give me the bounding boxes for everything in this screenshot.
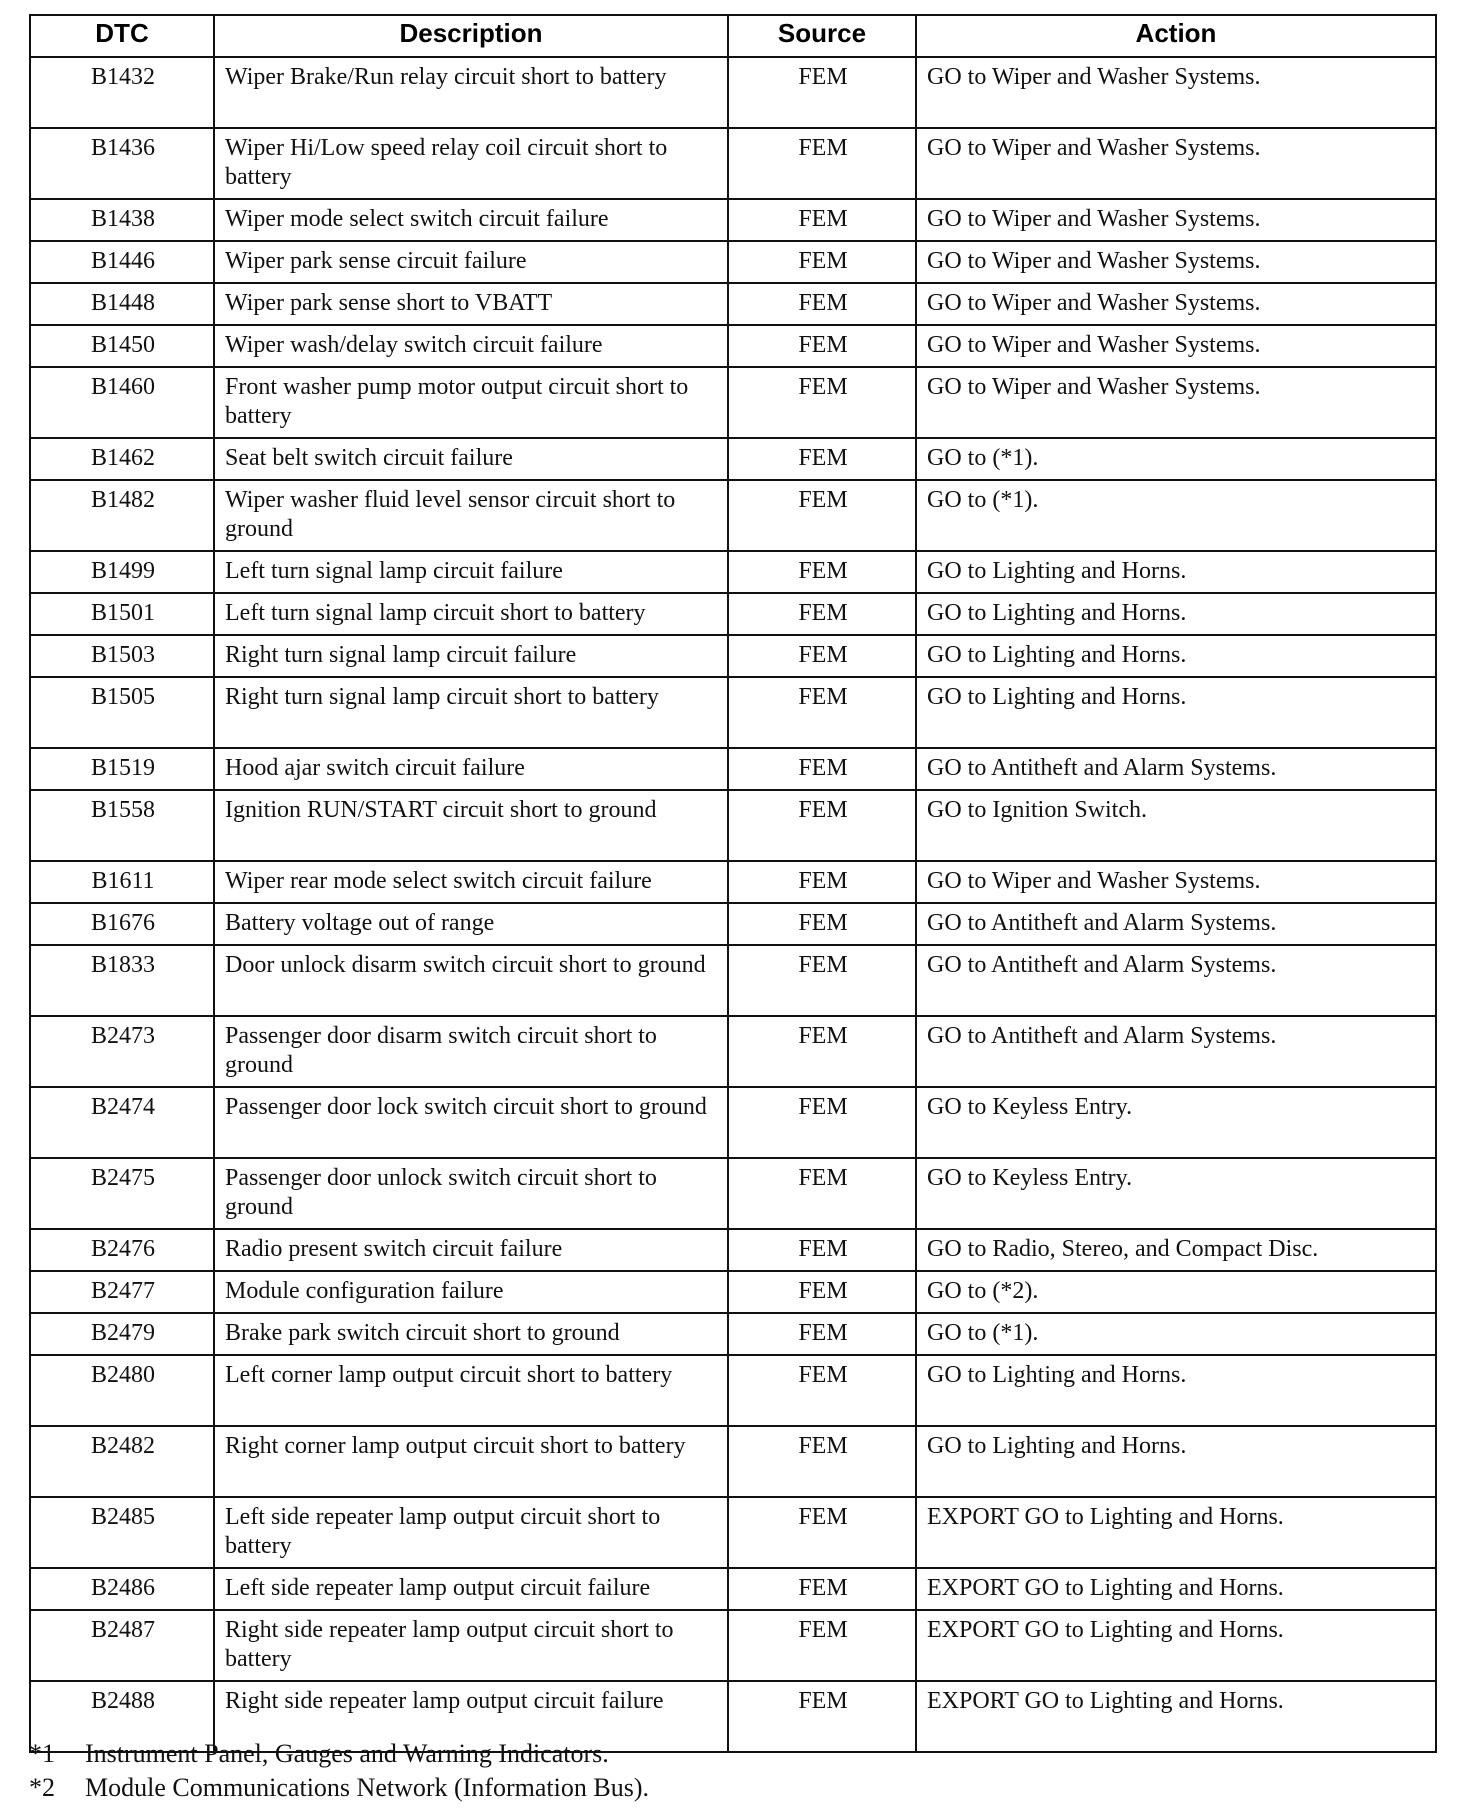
footnote-2 — [29, 1771, 1435, 1805]
dtc-cell: B1482 — [30, 480, 214, 551]
action-cell: GO to Lighting and Horns. — [916, 1355, 1436, 1426]
action-cell: GO to (*1). — [916, 438, 1436, 480]
description-cell: Wiper rear mode select switch circuit failure — [214, 861, 728, 903]
action-cell: GO to (*1). — [916, 480, 1436, 551]
dtc-cell: B1448 — [30, 283, 214, 325]
description-cell: Brake park switch circuit short to ground — [214, 1313, 728, 1355]
source-cell: FEM — [728, 367, 916, 438]
dtc-cell: B2486 — [30, 1568, 214, 1610]
dtc-cell: B1446 — [30, 241, 214, 283]
dtc-cell: B1611 — [30, 861, 214, 903]
table-row — [30, 1610, 1436, 1681]
dtc-cell: B1499 — [30, 551, 214, 593]
description-cell: Left side repeater lamp output circuit short to battery — [214, 1497, 728, 1568]
description-cell: Passenger door unlock switch circuit short to ground — [214, 1158, 728, 1229]
dtc-cell: B1505 — [30, 677, 214, 748]
action-cell: GO to Lighting and Horns. — [916, 677, 1436, 748]
source-cell: FEM — [728, 1426, 916, 1497]
source-cell: FEM — [728, 1610, 916, 1681]
action-cell: EXPORT GO to Lighting and Horns. — [916, 1610, 1436, 1681]
footnote-mark: *2 — [29, 1773, 55, 1802]
action-cell: GO to Wiper and Washer Systems. — [916, 199, 1436, 241]
description-cell: Left corner lamp output circuit short to battery — [214, 1355, 728, 1426]
action-cell: GO to Lighting and Horns. — [916, 635, 1436, 677]
dtc-cell: B1503 — [30, 635, 214, 677]
action-cell: GO to Ignition Switch. — [916, 790, 1436, 861]
table-header-row — [30, 15, 1436, 57]
action-cell: GO to Wiper and Washer Systems. — [916, 283, 1436, 325]
source-cell: FEM — [728, 593, 916, 635]
table-row — [30, 677, 1436, 748]
dtc-table-container — [29, 14, 1435, 1753]
description-cell: Left turn signal lamp circuit failure — [214, 551, 728, 593]
source-cell: FEM — [728, 635, 916, 677]
table-row — [30, 593, 1436, 635]
action-cell: GO to Lighting and Horns. — [916, 1426, 1436, 1497]
source-cell: FEM — [728, 1016, 916, 1087]
action-cell: EXPORT GO to Lighting and Horns. — [916, 1497, 1436, 1568]
description-cell: Door unlock disarm switch circuit short to ground — [214, 945, 728, 1016]
table-body — [30, 57, 1436, 1752]
source-cell: FEM — [728, 1229, 916, 1271]
header-source: Source — [728, 15, 916, 57]
source-cell: FEM — [728, 57, 916, 128]
source-cell: FEM — [728, 480, 916, 551]
dtc-cell: B2475 — [30, 1158, 214, 1229]
dtc-cell: B2487 — [30, 1610, 214, 1681]
dtc-cell: B2480 — [30, 1355, 214, 1426]
description-cell: Left turn signal lamp circuit short to battery — [214, 593, 728, 635]
table-row — [30, 57, 1436, 128]
action-cell: GO to Wiper and Washer Systems. — [916, 367, 1436, 438]
dtc-cell: B1432 — [30, 57, 214, 128]
action-cell: GO to Lighting and Horns. — [916, 551, 1436, 593]
action-cell: GO to Radio, Stereo, and Compact Disc. — [916, 1229, 1436, 1271]
description-cell: Left side repeater lamp output circuit failure — [214, 1568, 728, 1610]
table-row — [30, 1271, 1436, 1313]
description-cell: Wiper park sense short to VBATT — [214, 283, 728, 325]
source-cell: FEM — [728, 325, 916, 367]
action-cell: GO to Antitheft and Alarm Systems. — [916, 903, 1436, 945]
source-cell: FEM — [728, 1313, 916, 1355]
table-row — [30, 199, 1436, 241]
action-cell: GO to Keyless Entry. — [916, 1087, 1436, 1158]
action-cell: EXPORT GO to Lighting and Horns. — [916, 1681, 1436, 1752]
description-cell: Front washer pump motor output circuit short to battery — [214, 367, 728, 438]
dtc-cell: B2479 — [30, 1313, 214, 1355]
dtc-cell: B1676 — [30, 903, 214, 945]
dtc-cell: B1438 — [30, 199, 214, 241]
header-description: Description — [214, 15, 728, 57]
source-cell: FEM — [728, 128, 916, 199]
source-cell: FEM — [728, 199, 916, 241]
action-cell: GO to Antitheft and Alarm Systems. — [916, 945, 1436, 1016]
description-cell: Wiper mode select switch circuit failure — [214, 199, 728, 241]
description-cell: Passenger door lock switch circuit short to ground — [214, 1087, 728, 1158]
dtc-cell: B2473 — [30, 1016, 214, 1087]
dtc-cell: B1462 — [30, 438, 214, 480]
description-cell: Passenger door disarm switch circuit short to ground — [214, 1016, 728, 1087]
action-cell: GO to Wiper and Washer Systems. — [916, 57, 1436, 128]
dtc-cell: B2488 — [30, 1681, 214, 1752]
table-row — [30, 325, 1436, 367]
dtc-table — [29, 14, 1437, 1753]
action-cell: GO to Keyless Entry. — [916, 1158, 1436, 1229]
action-cell: GO to Wiper and Washer Systems. — [916, 241, 1436, 283]
footnote-text: Instrument Panel, Gauges and Warning Indicators. — [85, 1739, 609, 1768]
table-row — [30, 128, 1436, 199]
action-cell: GO to Wiper and Washer Systems. — [916, 325, 1436, 367]
description-cell: Right side repeater lamp output circuit short to battery — [214, 1610, 728, 1681]
description-cell: Battery voltage out of range — [214, 903, 728, 945]
table-row — [30, 1426, 1436, 1497]
action-cell: GO to Wiper and Washer Systems. — [916, 861, 1436, 903]
description-cell: Wiper park sense circuit failure — [214, 241, 728, 283]
dtc-cell: B2485 — [30, 1497, 214, 1568]
dtc-cell: B1450 — [30, 325, 214, 367]
source-cell: FEM — [728, 1497, 916, 1568]
table-row — [30, 1229, 1436, 1271]
source-cell: FEM — [728, 748, 916, 790]
source-cell: FEM — [728, 790, 916, 861]
dtc-cell: B1558 — [30, 790, 214, 861]
table-row — [30, 635, 1436, 677]
table-row — [30, 1016, 1436, 1087]
table-row — [30, 551, 1436, 593]
source-cell: FEM — [728, 283, 916, 325]
table-row — [30, 283, 1436, 325]
table-row — [30, 367, 1436, 438]
footnotes — [29, 1737, 1435, 1805]
description-cell: Right corner lamp output circuit short to battery — [214, 1426, 728, 1497]
action-cell: GO to (*1). — [916, 1313, 1436, 1355]
dtc-cell: B1501 — [30, 593, 214, 635]
table-row — [30, 861, 1436, 903]
source-cell: FEM — [728, 241, 916, 283]
description-cell: Wiper wash/delay switch circuit failure — [214, 325, 728, 367]
source-cell: FEM — [728, 677, 916, 748]
table-row — [30, 1355, 1436, 1426]
description-cell: Right turn signal lamp circuit failure — [214, 635, 728, 677]
table-row — [30, 241, 1436, 283]
description-cell: Right side repeater lamp output circuit failure — [214, 1681, 728, 1752]
footnote-1 — [29, 1737, 1435, 1771]
action-cell: GO to (*2). — [916, 1271, 1436, 1313]
table-row — [30, 748, 1436, 790]
description-cell: Seat belt switch circuit failure — [214, 438, 728, 480]
source-cell: FEM — [728, 861, 916, 903]
dtc-cell: B2476 — [30, 1229, 214, 1271]
description-cell: Wiper washer fluid level sensor circuit short to ground — [214, 480, 728, 551]
action-cell: GO to Antitheft and Alarm Systems. — [916, 748, 1436, 790]
dtc-cell: B2477 — [30, 1271, 214, 1313]
table-row — [30, 790, 1436, 861]
action-cell: EXPORT GO to Lighting and Horns. — [916, 1568, 1436, 1610]
table-row — [30, 1158, 1436, 1229]
source-cell: FEM — [728, 438, 916, 480]
source-cell: FEM — [728, 1271, 916, 1313]
action-cell: GO to Wiper and Washer Systems. — [916, 128, 1436, 199]
source-cell: FEM — [728, 1355, 916, 1426]
source-cell: FEM — [728, 1087, 916, 1158]
description-cell: Ignition RUN/START circuit short to ground — [214, 790, 728, 861]
table-row — [30, 945, 1436, 1016]
header-dtc: DTC — [30, 15, 214, 57]
table-row — [30, 1313, 1436, 1355]
source-cell: FEM — [728, 1158, 916, 1229]
table-row — [30, 1568, 1436, 1610]
dtc-cell: B2482 — [30, 1426, 214, 1497]
description-cell: Wiper Hi/Low speed relay coil circuit short to battery — [214, 128, 728, 199]
description-cell: Module configuration failure — [214, 1271, 728, 1313]
dtc-cell: B2474 — [30, 1087, 214, 1158]
table-row — [30, 1497, 1436, 1568]
source-cell: FEM — [728, 945, 916, 1016]
header-action: Action — [916, 15, 1436, 57]
description-cell: Wiper Brake/Run relay circuit short to battery — [214, 57, 728, 128]
dtc-cell: B1460 — [30, 367, 214, 438]
source-cell: FEM — [728, 1568, 916, 1610]
footnote-mark: *1 — [29, 1739, 55, 1768]
description-cell: Radio present switch circuit failure — [214, 1229, 728, 1271]
action-cell: GO to Antitheft and Alarm Systems. — [916, 1016, 1436, 1087]
table-row — [30, 438, 1436, 480]
source-cell: FEM — [728, 551, 916, 593]
action-cell: GO to Lighting and Horns. — [916, 593, 1436, 635]
table-row — [30, 480, 1436, 551]
source-cell: FEM — [728, 903, 916, 945]
dtc-cell: B1436 — [30, 128, 214, 199]
source-cell: FEM — [728, 1681, 916, 1752]
table-row — [30, 1087, 1436, 1158]
description-cell: Hood ajar switch circuit failure — [214, 748, 728, 790]
dtc-cell: B1833 — [30, 945, 214, 1016]
description-cell: Right turn signal lamp circuit short to battery — [214, 677, 728, 748]
table-row — [30, 903, 1436, 945]
dtc-cell: B1519 — [30, 748, 214, 790]
footnote-text: Module Communications Network (Information Bus). — [85, 1773, 649, 1802]
